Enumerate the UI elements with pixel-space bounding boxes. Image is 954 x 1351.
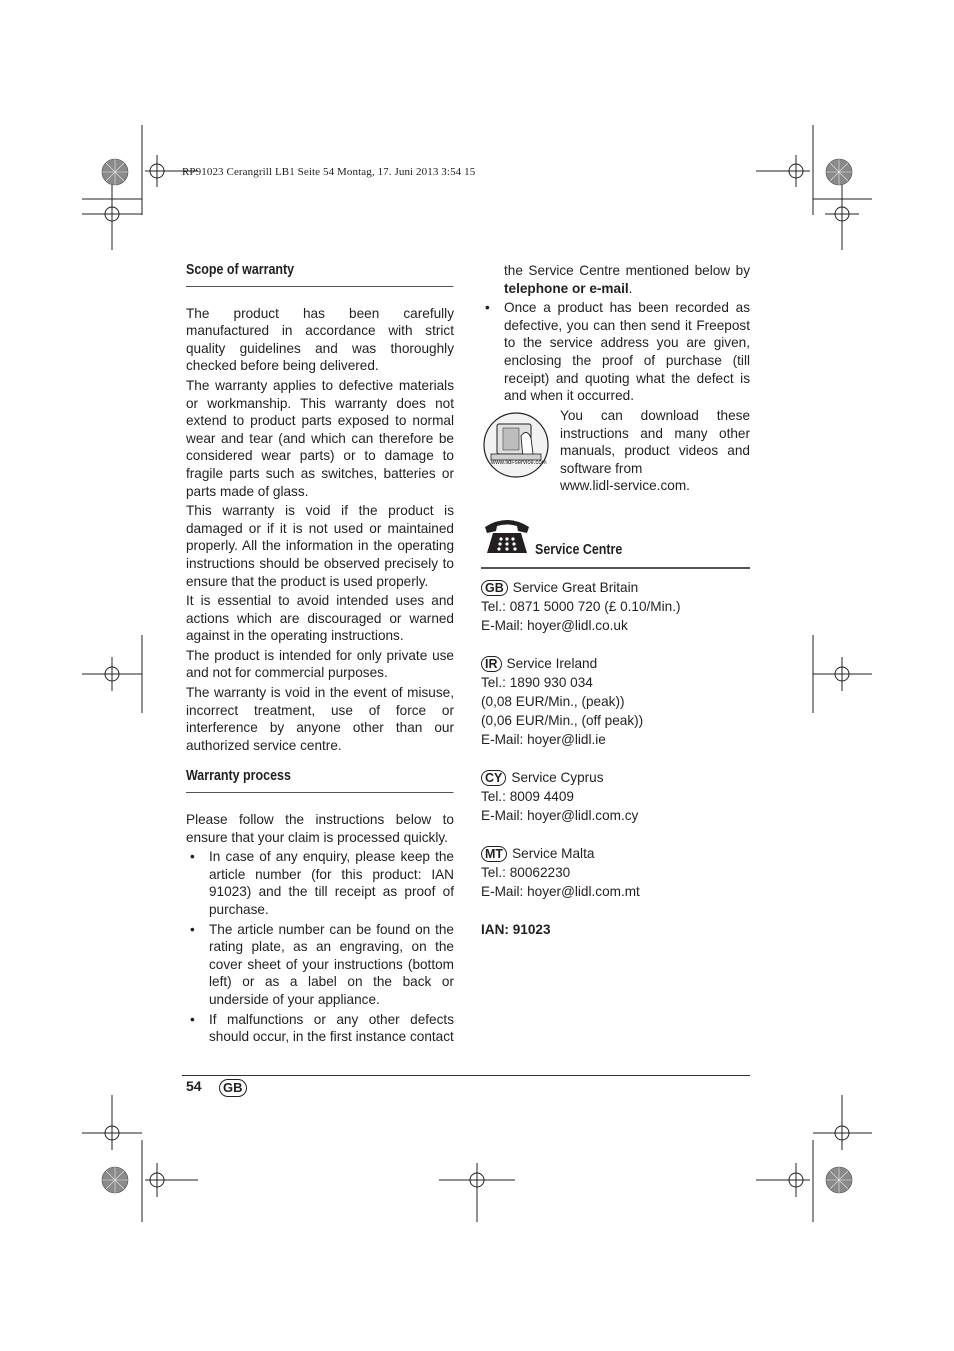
scope-paragraph: This warranty is void if the product is damaged or if it is not used or maintained properly. All the information in the operating instructions should be observed precisely to ensure that the product is used properly. bbox=[186, 503, 454, 589]
list-item: • If malfunctions or any other defects should occur, in the first instance contact bbox=[186, 1011, 454, 1046]
continued-paragraph bbox=[481, 262, 750, 297]
continued-bold: telephone or e-mail bbox=[504, 280, 629, 296]
service-list bbox=[481, 578, 750, 939]
service-block-gb bbox=[481, 578, 750, 635]
service-name: Service Ireland bbox=[506, 656, 598, 671]
service-email[interactable]: E-Mail: hoyer@lidl.com.cy bbox=[481, 808, 639, 823]
continued-end: . bbox=[628, 280, 633, 296]
scope-heading: Scope of warranty bbox=[186, 262, 453, 287]
service-name: Service Malta bbox=[512, 846, 595, 861]
service-block-mt bbox=[481, 844, 750, 901]
continued-text: the Service Centre mentioned below by bbox=[504, 263, 750, 278]
process-heading: Warranty process bbox=[186, 768, 453, 793]
scope-paragraph: The warranty is void in the event of misuse, incorrect treatment, use of force or interference by anyone other than our authorized service centre. bbox=[186, 685, 454, 753]
scope-paragraph: The product is intended for only private use and not for commercial purposes. bbox=[186, 647, 454, 681]
country-badge: IR bbox=[481, 656, 502, 672]
service-block-cy bbox=[481, 768, 750, 825]
service-rate: (0,06 EUR/Min., (off peak)) bbox=[481, 713, 644, 728]
scope-paragraph: The warranty applies to defective materials or workmanship. This warranty does not extend to product parts exposed to normal wear and tear (and which can therefore be considered wear parts) or to damage to fragile parts such as switches, batteries or parts made of glass. bbox=[186, 377, 454, 499]
country-badge: MT bbox=[481, 846, 507, 862]
download-info bbox=[560, 407, 750, 495]
page-number: 54 bbox=[186, 1078, 202, 1094]
service-name: Service Great Britain bbox=[512, 580, 639, 595]
service-phone: Tel.: 0871 5000 720 (£ 0.10/Min.) bbox=[481, 599, 681, 614]
service-phone: Tel.: 80062230 bbox=[481, 865, 571, 880]
download-manual-icon bbox=[481, 410, 551, 480]
footer-rule bbox=[182, 1075, 750, 1076]
right-bullet-list bbox=[481, 299, 750, 405]
process-intro: Please follow the instructions below to ensure that your claim is processed quickly. bbox=[186, 812, 454, 845]
download-icon-caption: www.lidl-service.com bbox=[491, 460, 547, 466]
service-phone: Tel.: 8009 4409 bbox=[481, 789, 574, 804]
list-item: • The article number can be found on the rating plate, as an engraving, on the cover sheet of your instructions (bottom left) or as a label on the back or underside of your appliance. bbox=[186, 921, 454, 1009]
service-heading-rule bbox=[481, 567, 750, 569]
download-text: You can download these instructions and many other manuals, product videos and software from bbox=[560, 408, 750, 476]
process-bullet-list bbox=[186, 848, 454, 1046]
list-item: • Once a product has been recorded as defective, you can then send it Freepost to the service address you are given, enclosing the proof of purchase (till receipt) and quoting what the defect is and when it occurred. bbox=[481, 299, 750, 405]
service-email[interactable]: E-Mail: hoyer@lidl.co.uk bbox=[481, 618, 628, 633]
country-badge: GB bbox=[481, 580, 508, 596]
scope-paragraph: It is essential to avoid intended uses and actions which are discouraged or warned against in the operating instructions. bbox=[186, 593, 454, 644]
service-block-ir bbox=[481, 654, 750, 749]
service-email[interactable]: E-Mail: hoyer@lidl.com.mt bbox=[481, 884, 640, 899]
scope-paragraph: The product has been carefully manufactured in accordance with strict quality guidelines and was thoroughly checked before being delivered. bbox=[186, 305, 454, 374]
ian-number: IAN: 91023 bbox=[481, 922, 551, 937]
left-column bbox=[186, 262, 454, 1048]
service-name: Service Cyprus bbox=[511, 770, 604, 785]
list-item: • In case of any enquiry, please keep the article number (for this product: IAN 91023) and the till receipt as proof of purchase. bbox=[186, 848, 454, 918]
right-column bbox=[481, 262, 750, 407]
service-email[interactable]: E-Mail: hoyer@lidl.ie bbox=[481, 732, 606, 747]
print-info-header: RP91023 Cerangrill LB1 Seite 54 Montag, 17. Juni 2013 3:54 15 bbox=[182, 166, 476, 178]
service-centre-heading: Service Centre bbox=[535, 542, 623, 558]
service-phone: Tel.: 1890 930 034 bbox=[481, 675, 593, 690]
telephone-icon bbox=[483, 517, 531, 557]
country-badge: CY bbox=[481, 770, 506, 786]
download-url[interactable]: www.lidl-service.com. bbox=[560, 478, 690, 494]
footer-country-badge: GB bbox=[219, 1079, 247, 1097]
service-rate: (0,08 EUR/Min., (peak)) bbox=[481, 694, 625, 709]
